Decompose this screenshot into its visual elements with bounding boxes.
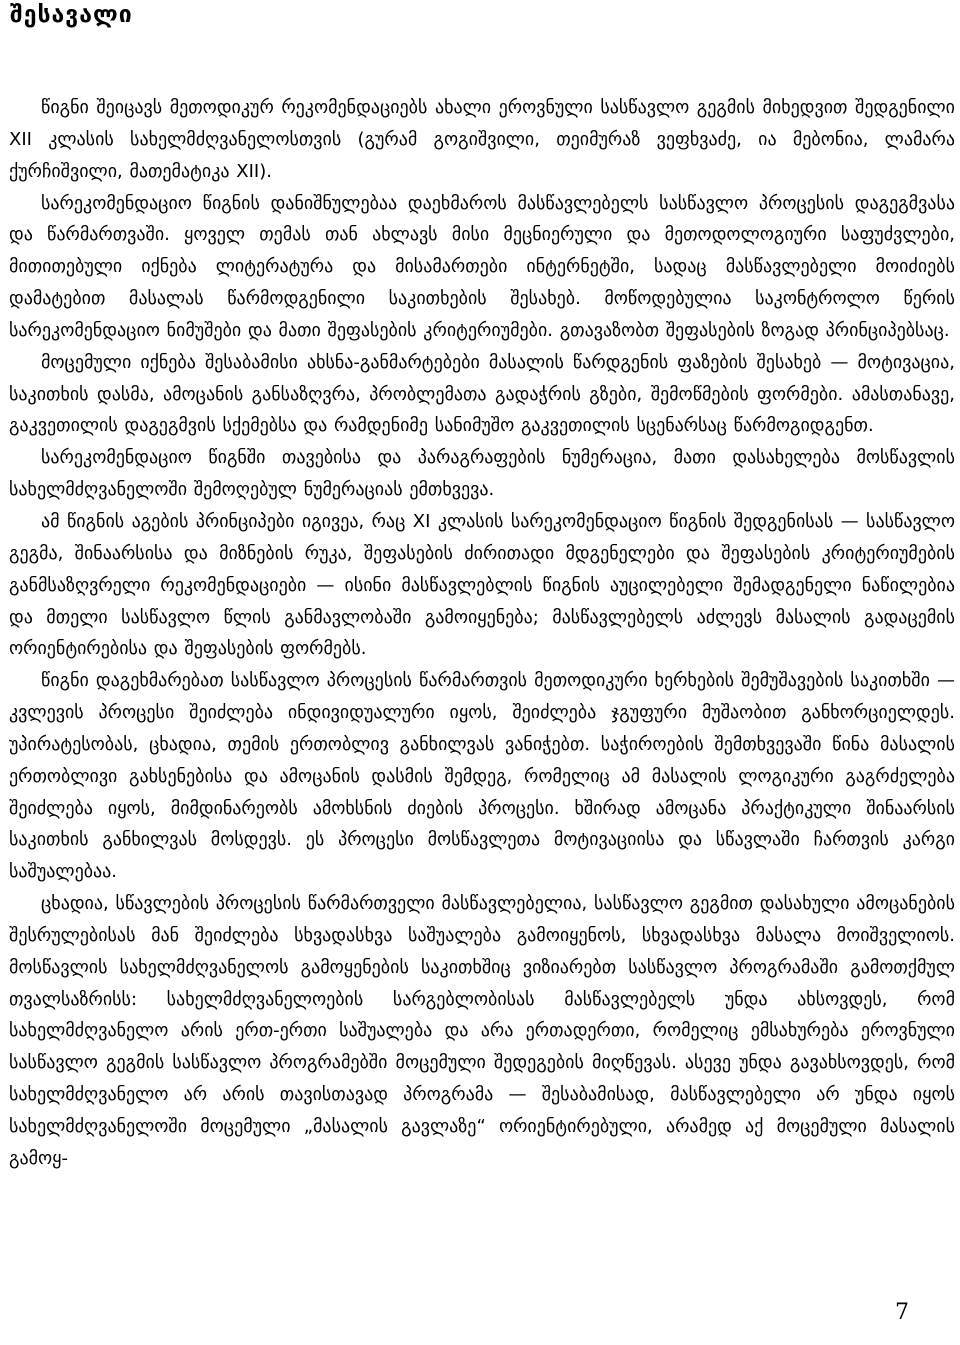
paragraph-4: სარეკომენდაციო წიგნში თავებისა და პარაგრაფების ნუმერაცია, მათი დასახელება მოსწავლის სახელმძღვანელოში შემოღებულ ნუმერაციას ემთხვევა. <box>9 447 955 501</box>
paragraph-5: ამ წიგნის აგების პრინციპები იგივეა, რაც XI კლასის სარეკომენდაციო წიგნის შედგენისას — სასწავლო გეგმა, შინაარსისა და მიზნების რუკა, შეფასების ძირითადი მდგენელები და შეფასების კრიტერიუმების განმსაზღვრელი რეკომენდაციები — ისინი მასწავლებლის წიგნის აუცილებელი შემადგენელი ნაწილებია და მთელი სასწავლო წლის განმავლობაში გამოიყენება; მასწავლებელს აძლევს მასალის გადაცემის ორიენტირებისა და შეფასების ფორმებს. <box>9 510 955 660</box>
page-title: შესავალი <box>10 2 133 28</box>
paragraph-6: წიგნი დაგეხმარებათ სასწავლო პროცესის წარმართვის მეთოდიკური ხერხების შემუშავების საკითხში — კვლევის პროცესი შეიძლება ინდივიდუალური იყოს, შეიძლება ჯგუფური მუშაობით განხორციელდეს. უპირატესობას, ცხადია, თემის ერთობლივ განხილვას ვანიჭებთ. საჭიროების შემთხვევაში წინა მასალის ერთობლივი გახსენებისა და ამოცანის დასმის შემდეგ, რომელიც ამ მასალის ლოგიკური გაგრძელება შეიძლება იყოს, მიმდინარეობს ამოხსნის ძიების პროცესი. ხშირად ამოცანა პრაქტიკული შინაარსის საკითხის განხილვას მოსდევს. ეს პროცესი მოსწავლეთა მოტივაციისა და სწავლაში ჩართვის კარგი საშუალებაა. <box>9 670 955 883</box>
paragraph-1: წიგნი შეიცავს მეთოდიკურ რეკომენდაციებს ახალი ეროვნული სასწავლო გეგმის მიხედვით შედგენილი XII კლასის სახელმძღვანელოსთვის (გურამ გოგიშვილი, თეიმურაზ ვეფხვაძე, ია მებონია, ლამარა ქურჩიშვილი, მათემატიკა XII). <box>9 97 955 182</box>
paragraph-2: სარეკომენდაციო წიგნის დანიშნულებაა დაეხმაროს მასწავლებელს სასწავლო პროცესის დაგეგმვასა და წარმართვაში. ყოველ თემას თან ახლავს მისი მეცნიერული და მეთოდოლოგიური საფუძვლები, მითითებული იქნება ლიტერატურა და მისამართები ინტერნეტში, სადაც მასწავლებელი მოიძიებს დამატებით მასალას წარმოდგენილი საკითხების შესახებ. მოწოდებულია საკონტროლო წერის სარეკომენდაციო ნიმუშები და მათი შეფასების კრიტერიუმები. გთავაზობთ შეფასების ზოგად პრინციპებსაც. <box>9 192 955 341</box>
paragraph-3: მოცემული იქნება შესაბამისი ახსნა-განმარტებები მასალის წარდგენის ფაზების შესახებ — მოტივაცია, საკითხის დასმა, ამოცანის განსაზღვრა, პრობლემათა გადაჭრის გზები, შემოწმების ფორმები. ამასთანავე, გაკვეთილის დაგეგმვის სქემებსა და რამდენიმე სანიმუშო გაკვეთილის სცენარსაც წარმოგიდგენთ. <box>9 351 955 437</box>
body-text <box>9 92 955 1175</box>
paragraph-7: ცხადია, სწავლების პროცესის წარმართველი მასწავლებელია, სასწავლო გეგმით დასახული ამოცანების შესრულებისას მან შეიძლება სხვადასხვა საშუალება გამოიყენოს, სხვადასხვა მასალა მოიშველიოს. მოსწავლის სახელმძღვანელოს გამოყენების საკითხშიც ვიზიარებთ სასწავლო პროგრამაში გამოთქმულ თვალსაზრისს: სახელმძღვანელოების სარგებლობისას მასწავლებელს უნდა ახსოვდეს, რომ სახელმძღვანელო არის ერთ-ერთი საშუალება და არა ერთადერთი, რომელიც ემსახურება ეროვნული სასწავლო გეგმის სასწავლო პროგრამებში მოცემული შედეგების მიღწევას. ასევე უნდა გავახსოვდეს, რომ სახელმძღვანელო არ არის თავისთავად პროგრამა — შესაბამისად, მასწავლებელი არ უნდა იყოს სახელმძღვანელოში მოცემული „მასალის გავლაზე“ ორიენტირებული, არამედ აქ მოცემული მასალის გამოყ- <box>9 893 955 1169</box>
page-number: 7 <box>895 1300 909 1325</box>
